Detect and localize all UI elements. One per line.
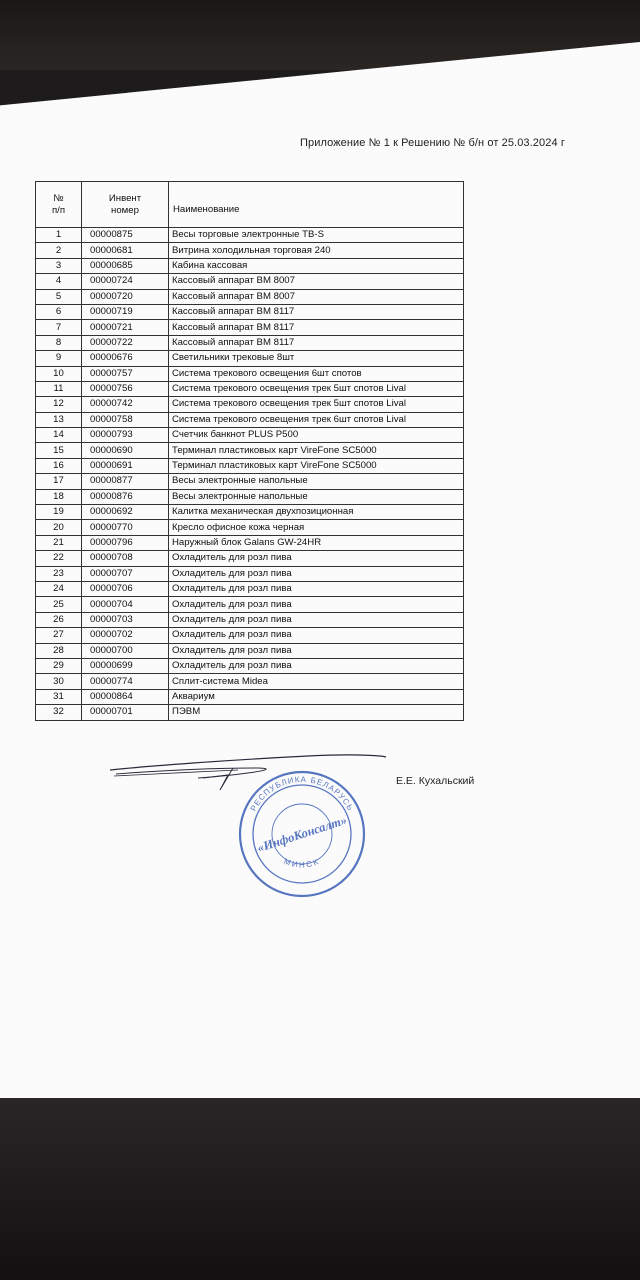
row-code-cell: 00000699 [82,658,169,673]
table-row [36,443,464,458]
table-row [36,581,464,596]
row-code-cell: 00000706 [82,581,169,596]
table-row [36,335,464,350]
row-code-cell: 00000793 [82,428,169,443]
row-name-cell: Охладитель для розл пива [169,643,464,658]
company-stamp [236,768,368,900]
row-name-cell: Витрина холодильная торговая 240 [169,243,464,258]
row-name-cell: Кассовый аппарат ВМ 8007 [169,289,464,304]
row-name-cell: Охладитель для розл пива [169,581,464,596]
row-num-cell: 23 [36,566,82,581]
table-row [36,628,464,643]
row-num-cell: 30 [36,674,82,689]
row-code-cell: 00000876 [82,489,169,504]
row-name-cell: Система трекового освещения 6шт спотов [169,366,464,381]
row-num-cell: 9 [36,351,82,366]
row-name-cell: ПЭВМ [169,705,464,720]
row-num-cell: 19 [36,505,82,520]
table-row [36,689,464,704]
row-code-cell: 00000704 [82,597,169,612]
table-row [36,520,464,535]
row-code-cell: 00000676 [82,351,169,366]
table-row [36,381,464,396]
row-num-cell: 14 [36,428,82,443]
row-code-cell: 00000700 [82,643,169,658]
column-header-name: Наименование [169,182,464,228]
row-num-cell: 24 [36,581,82,596]
row-code-cell: 00000742 [82,397,169,412]
table-row [36,535,464,550]
row-num-cell: 21 [36,535,82,550]
row-num-cell: 31 [36,689,82,704]
row-num-cell: 18 [36,489,82,504]
row-code-cell: 00000719 [82,304,169,319]
row-name-cell: Счетчик банкнот PLUS P500 [169,428,464,443]
row-name-cell: Весы электронные напольные [169,489,464,504]
row-num-cell: 11 [36,381,82,396]
row-code-cell: 00000690 [82,443,169,458]
row-code-cell: 00000701 [82,705,169,720]
column-header-code: Инвент номер [82,182,169,228]
row-num-cell: 27 [36,628,82,643]
row-num-cell: 28 [36,643,82,658]
table-row [36,412,464,427]
row-code-cell: 00000864 [82,689,169,704]
table-row [36,474,464,489]
table-row [36,612,464,627]
table-row [36,705,464,720]
table-row [36,274,464,289]
row-num-cell: 2 [36,243,82,258]
row-num-cell: 5 [36,289,82,304]
row-num-cell: 22 [36,551,82,566]
svg-text:МИНСК: МИНСК [282,856,322,870]
table-row [36,320,464,335]
table-row [36,643,464,658]
row-num-cell: 12 [36,397,82,412]
row-name-cell: Калитка механическая двухпозиционная [169,505,464,520]
row-code-cell: 00000685 [82,258,169,273]
row-name-cell: Аквариум [169,689,464,704]
row-code-cell: 00000758 [82,412,169,427]
background-bottom [0,1098,640,1280]
row-code-cell: 00000877 [82,474,169,489]
row-num-cell: 1 [36,228,82,243]
row-name-cell: Светильники трековые 8шт [169,351,464,366]
table-row [36,674,464,689]
table-row [36,304,464,319]
table-row [36,566,464,581]
row-name-cell: Кассовый аппарат ВМ 8007 [169,274,464,289]
row-num-cell: 8 [36,335,82,350]
row-name-cell: Весы электронные напольные [169,474,464,489]
row-code-cell: 00000724 [82,274,169,289]
row-code-cell: 00000721 [82,320,169,335]
column-header-num: № п/п [36,182,82,228]
row-code-cell: 00000722 [82,335,169,350]
table-row [36,351,464,366]
row-name-cell: Система трекового освещения трек 5шт спотов Lival [169,397,464,412]
row-name-cell: Охладитель для розл пива [169,612,464,627]
row-name-cell: Кассовый аппарат ВМ 8117 [169,304,464,319]
row-name-cell: Охладитель для розл пива [169,551,464,566]
row-name-cell: Кресло офисное кожа черная [169,520,464,535]
row-code-cell: 00000756 [82,381,169,396]
row-num-cell: 17 [36,474,82,489]
table-row [36,597,464,612]
table-row [36,458,464,473]
row-num-cell: 32 [36,705,82,720]
row-code-cell: 00000703 [82,612,169,627]
row-num-cell: 26 [36,612,82,627]
table-row [36,489,464,504]
row-code-cell: 00000681 [82,243,169,258]
row-num-cell: 16 [36,458,82,473]
svg-text:РЕСПУБЛИКА БЕЛАРУСЬ: РЕСПУБЛИКА БЕЛАРУСЬ [248,774,356,813]
row-name-cell: Кассовый аппарат ВМ 8117 [169,335,464,350]
row-code-cell: 00000770 [82,520,169,535]
row-name-cell: Терминал пластиковых карт VireFone SC5000 [169,458,464,473]
table-header-row [36,182,464,228]
row-name-cell: Охладитель для розл пива [169,628,464,643]
row-num-cell: 15 [36,443,82,458]
table-row [36,505,464,520]
row-name-cell: Охладитель для розл пива [169,597,464,612]
table-row [36,551,464,566]
row-num-cell: 3 [36,258,82,273]
row-num-cell: 29 [36,658,82,673]
row-name-cell: Охладитель для розл пива [169,658,464,673]
row-code-cell: 00000702 [82,628,169,643]
row-code-cell: 00000692 [82,505,169,520]
row-name-cell: Наружный блок Galans GW-24HR [169,535,464,550]
row-code-cell: 00000796 [82,535,169,550]
row-name-cell: Охладитель для розл пива [169,566,464,581]
table-row [36,397,464,412]
table-row [36,258,464,273]
row-num-cell: 7 [36,320,82,335]
row-num-cell: 4 [36,274,82,289]
row-num-cell: 20 [36,520,82,535]
row-name-cell: Система трекового освещения трек 6шт спотов Lival [169,412,464,427]
table-row [36,243,464,258]
document-header: Приложение № 1 к Решению № б/н от 25.03.2024 г [300,137,565,149]
row-name-cell: Терминал пластиковых карт VireFone SC5000 [169,443,464,458]
table-row [36,658,464,673]
row-code-cell: 00000691 [82,458,169,473]
table-row [36,366,464,381]
row-name-cell: Система трекового освещения трек 5шт спотов Lival [169,381,464,396]
row-code-cell: 00000774 [82,674,169,689]
inventory-table [35,181,464,721]
table-row [36,289,464,304]
row-name-cell: Сплит-система Midea [169,674,464,689]
row-num-cell: 10 [36,366,82,381]
row-num-cell: 13 [36,412,82,427]
row-num-cell: 25 [36,597,82,612]
row-name-cell: Кассовый аппарат ВМ 8117 [169,320,464,335]
row-code-cell: 00000875 [82,228,169,243]
row-code-cell: 00000720 [82,289,169,304]
row-name-cell: Кабина кассовая [169,258,464,273]
table-row [36,228,464,243]
row-name-cell: Весы торговые электронные ТВ-S [169,228,464,243]
svg-text:«ИнфоКонсалт»: «ИнфоКонсалт» [255,812,349,856]
row-code-cell: 00000708 [82,551,169,566]
row-code-cell: 00000757 [82,366,169,381]
row-num-cell: 6 [36,304,82,319]
row-code-cell: 00000707 [82,566,169,581]
signer-name: Е.Е. Кухальский [396,775,475,787]
table-row [36,428,464,443]
